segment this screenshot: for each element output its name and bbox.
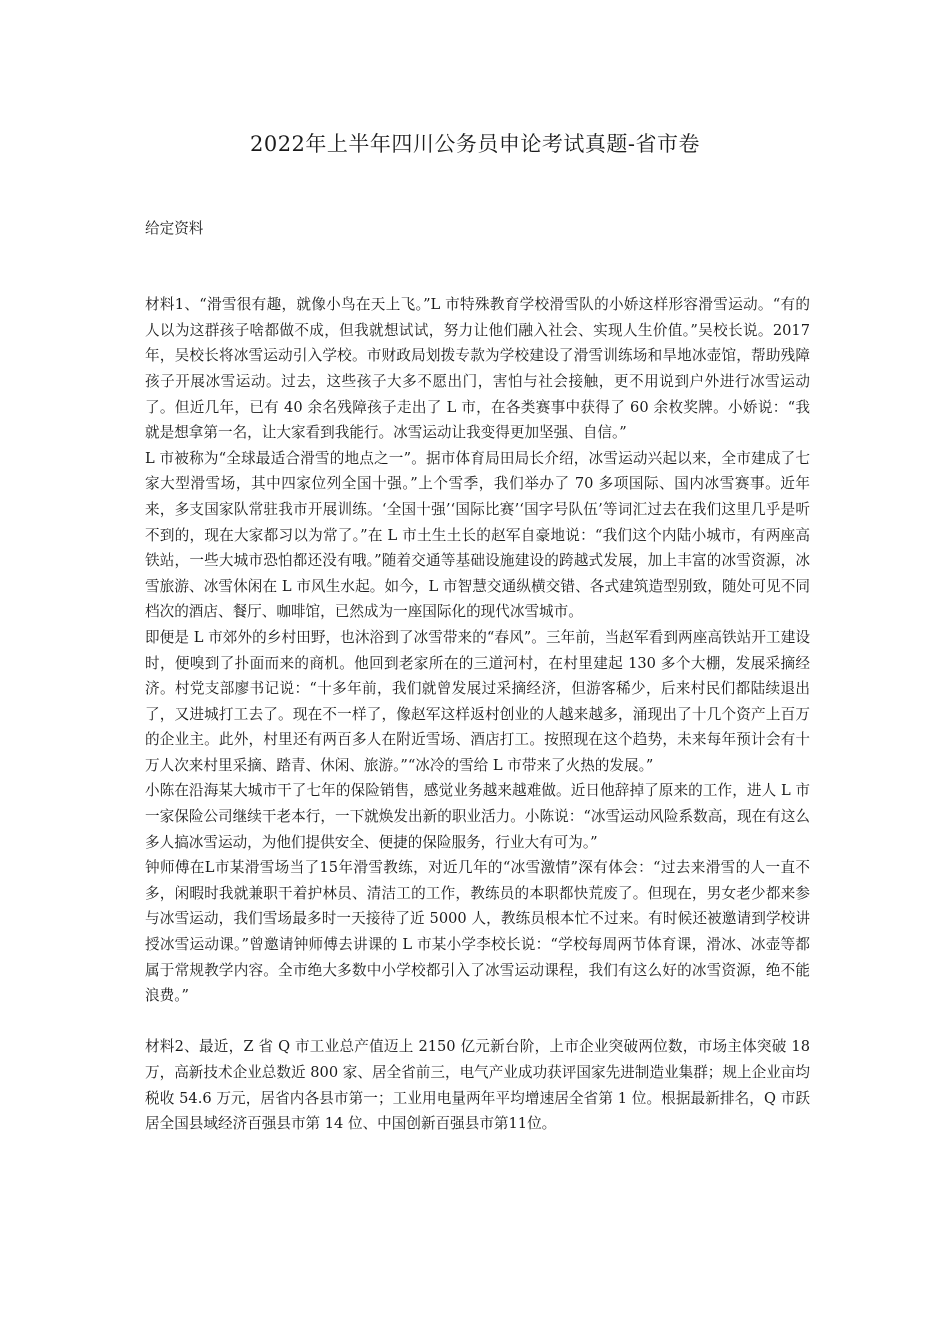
material-2 [145,1034,810,1136]
paragraph: 材料1、“滑雪很有趣，就像小鸟在天上飞。”L 市特殊教育学校滑雪队的小娇这样形容滑雪运动。“有的人以为这群孩子啥都做不成，但我就想试试，努力让他们融入社会、实现人生价值。”吴校长说。2017 年，吴校长将冰雪运动引入学校。市财政局划拨专款为学校建设了滑雪训练场和旱地冰壶馆，帮助残障孩子开展冰雪运动。过去，这些孩子大多不愿出门，害怕与社会接触，更不用说到户外进行冰雪运动了。但近几年，已有 40 余名残障孩子走出了 L 市，在各类赛事中获得了 60 余枚奖牌。小娇说：“我就是想拿第一名，让大家看到我能行。冰雪运动让我变得更加坚强、自信。” [145,296,810,442]
material-1 [145,292,810,1009]
paragraph: 钟师傅在L市某滑雪场当了15年滑雪教练，对近几年的“冰雪激情”深有体会：“过去来滑雪的人一直不多，闲暇时我就兼职干着护林员、清洁工的工作，教练员的本职都快荒废了。但现在，男女老少都来参与冰雪运动，我们雪场最多时一天接待了近 5000 人，教练员根本忙不过来。有时候还被邀请到学校讲授冰雪运动课。”曾邀请钟师傅去讲课的 L 市某小学李校长说：“学校每周两节体育课，滑冰、冰壶等都属于常规教学内容。全市绝大多数中小学校都引入了冰雪运动课程，我们有这么好的冰雪资源，绝不能浪费。” [145,859,810,1005]
document-body [145,216,810,1137]
section-label: 给定资料 [145,220,204,237]
paragraph: 小陈在沿海某大城市干了七年的保险销售，感觉业务越来越难做。近日他辞掉了原来的工作，进人 L 市一家保险公司继续干老本行，一下就焕发出新的职业活力。小陈说：“冰雪运动风险系数高，现在有这么多人搞冰雪运动，为他们提供安全、便捷的保险服务，行业大有可为。” [145,782,810,851]
document-title: 2022年上半年四川公务员申论考试真题-省市卷 [249,132,701,156]
spacer [145,1009,810,1035]
paragraph: L 市被称为“全球最适合滑雪的地点之一”。据市体育局田局长介绍，冰雪运动兴起以来，全市建成了七家大型滑雪场，其中四家位列全国十强。”上个雪季，我们举办了 70 多项国际、国内冰雪赛事。近年来，多支国家队常驻我市开展训练。‘全国十强’‘国际比赛’‘国字号队伍’等词汇过去在我们这里几乎是听不到的，现在大家都习以为常了。”在 L 市土生土长的赵军自豪地说：“我们这个内陆小城市，有两座高铁站，一些大城市恐怕都还没有哦。”随着交通等基础设施建设的跨越式发展，加上丰富的冰雪资源，冰雪旅游、冰雪休闲在 L 市风生水起。如今，L 市智慧交通纵横交错、各式建筑造型别致，随处可见不同档次的酒店、餐厅、咖啡馆，已然成为一座国际化的现代冰雪城市。 [145,449,810,621]
paragraph: 即便是 L 市郊外的乡村田野，也沐浴到了冰雪带来的“春风”。三年前，当赵军看到两座高铁站开工建设时，便嗅到了扑面而来的商机。他回到老家所在的三道河村，在村里建起 130 多个大棚，发展采摘经济。村党支部廖书记说：“十多年前，我们就曾发展过采摘经济，但游客稀少，后来村民们都陆续退出了，又进城打工去了。现在不一样了，像赵军这样返村创业的人越来越多，涌现出了十几个资产上百万的企业主。此外，村里还有两百多人在附近雪场、酒店打工。按照现在这个趋势，未来每年预计会有十万人次来村里采摘、踏青、休闲、旅游。”“冰冷的雪给 L 市带来了火热的发展。” [145,628,810,774]
spacer [145,267,810,293]
paragraph: 材料2、最近，Z 省 Q 市工业总产值迈上 2150 亿元新台阶，上市企业突破两位数，市场主体突破 18 万，高新技术企业总数近 800 家、居全省前三，电气产业成功获评国家先进制造业集群；规上企业亩均税收 54.6 万元，居省内各县市第一；工业用电量两年平均增速居全省第 1 位。根据最新排名，Q 市跃居全国县域经济百强县市第 14 位、中国创新百强县市第11位。 [145,1038,810,1133]
